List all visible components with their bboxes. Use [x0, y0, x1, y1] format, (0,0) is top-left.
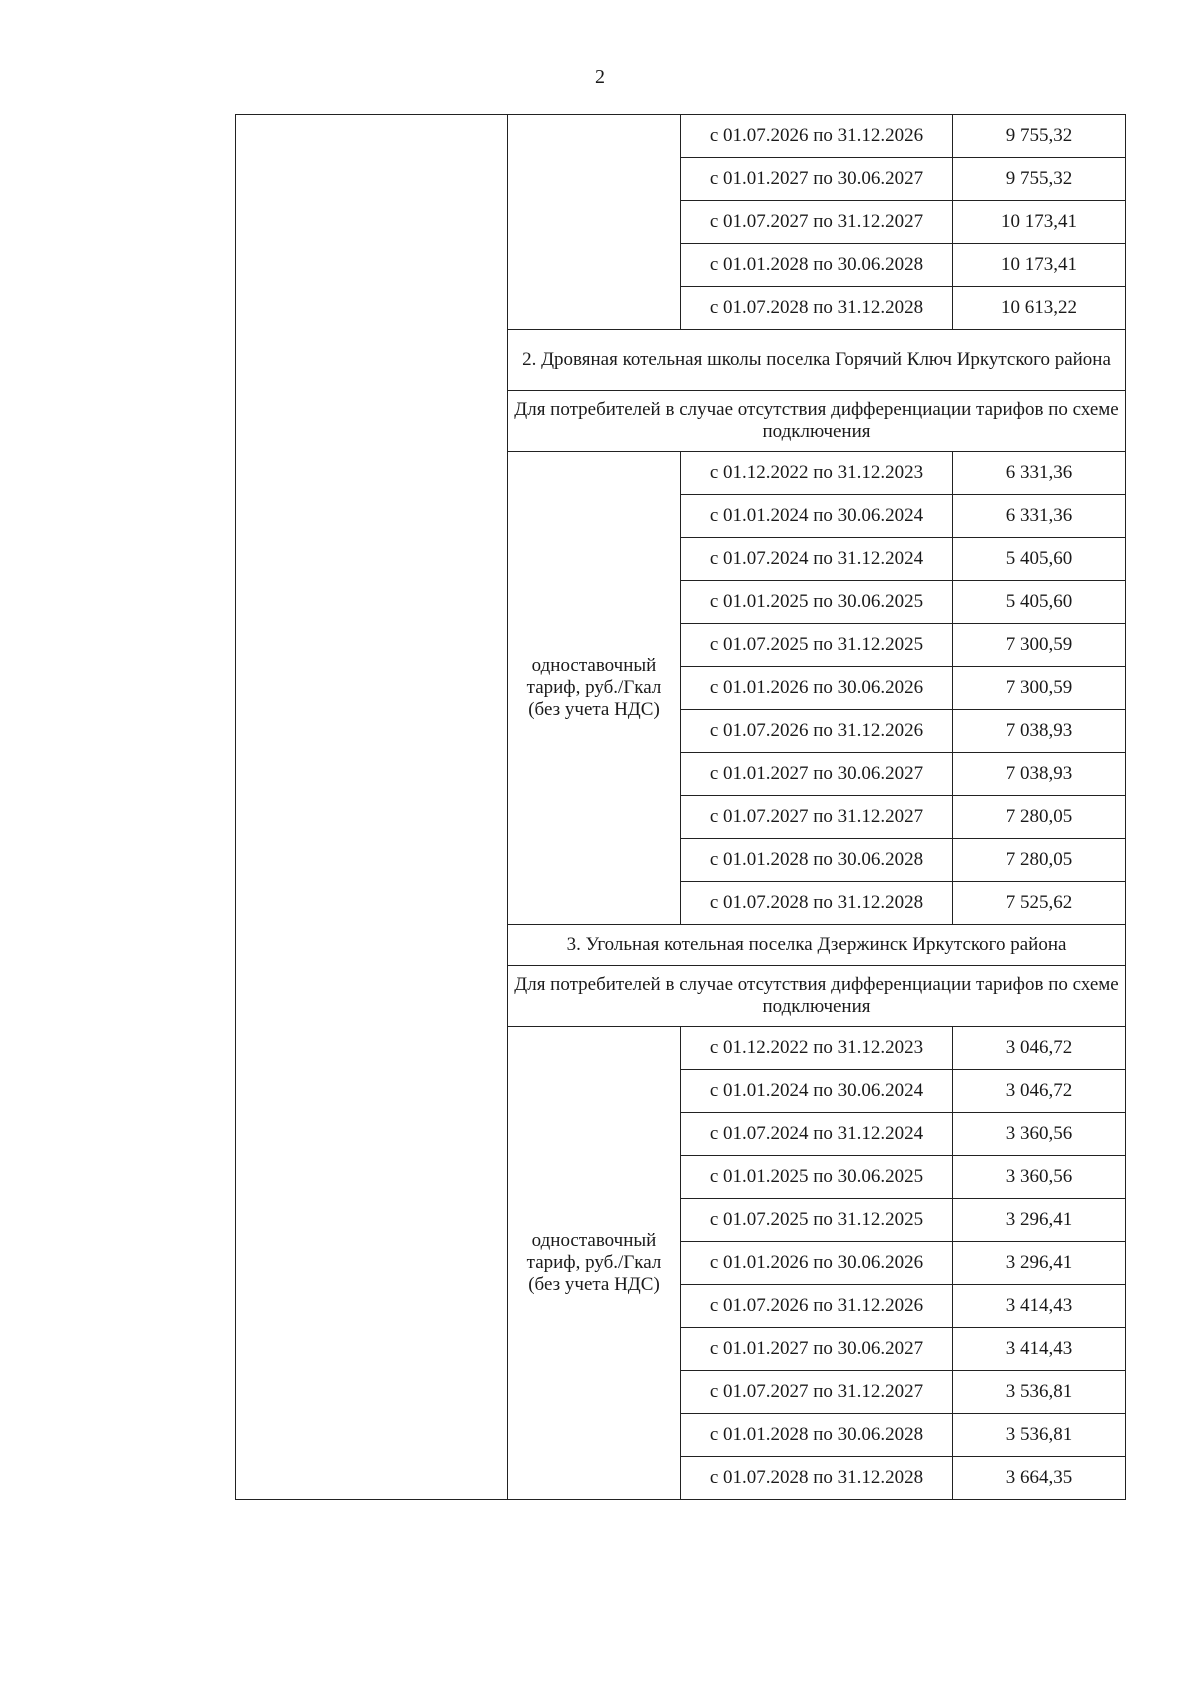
tariff-type-line: одноставочный [531, 1230, 657, 1251]
period-cell: с 01.01.2028 по 30.06.2028 [681, 1414, 953, 1457]
section-title: 2. Дровяная котельная школы поселка Горячий Ключ Иркутского района [508, 330, 1126, 391]
period-cell: с 01.07.2028 по 31.12.2028 [681, 882, 953, 925]
period-cell: с 01.01.2025 по 30.06.2025 [681, 581, 953, 624]
tariff-type-cell [508, 452, 681, 925]
period-cell: с 01.07.2024 по 31.12.2024 [681, 1113, 953, 1156]
period-cell: с 01.01.2024 по 30.06.2024 [681, 1070, 953, 1113]
tariff-value-cell: 7 280,05 [953, 796, 1126, 839]
tariff-value-cell: 7 300,59 [953, 667, 1126, 710]
period-cell: с 01.12.2022 по 31.12.2023 [681, 1027, 953, 1070]
tariff-value-cell: 3 360,56 [953, 1156, 1126, 1199]
tariff-table [235, 114, 1126, 1500]
period-cell: с 01.07.2026 по 31.12.2026 [681, 115, 953, 158]
tariff-value-cell: 10 173,41 [953, 244, 1126, 287]
tariff-value-cell: 3 414,43 [953, 1328, 1126, 1371]
period-cell: с 01.12.2022 по 31.12.2023 [681, 452, 953, 495]
consumer-note: Для потребителей в случае отсутствия дифференциации тарифов по схеме подключения [508, 391, 1126, 452]
period-cell: с 01.07.2028 по 31.12.2028 [681, 1457, 953, 1500]
period-cell: с 01.07.2025 по 31.12.2025 [681, 1199, 953, 1242]
period-cell: с 01.01.2026 по 30.06.2026 [681, 667, 953, 710]
period-cell: с 01.01.2028 по 30.06.2028 [681, 244, 953, 287]
tariff-value-cell: 7 300,59 [953, 624, 1126, 667]
period-cell: с 01.01.2025 по 30.06.2025 [681, 1156, 953, 1199]
tariff-table-body [236, 115, 1126, 1500]
tariff-type-line: тариф, руб./Гкал [526, 1252, 662, 1273]
period-cell: с 01.07.2027 по 31.12.2027 [681, 201, 953, 244]
page-number: 2 [595, 66, 605, 88]
section-title: 3. Угольная котельная поселка Дзержинск Иркутского района [508, 925, 1126, 966]
tariff-value-cell: 7 525,62 [953, 882, 1126, 925]
tariff-type-line: (без учета НДС) [528, 1274, 660, 1295]
tariff-value-cell: 5 405,60 [953, 538, 1126, 581]
period-cell: с 01.01.2028 по 30.06.2028 [681, 839, 953, 882]
tariff-value-cell: 10 173,41 [953, 201, 1126, 244]
period-cell: с 01.07.2028 по 31.12.2028 [681, 287, 953, 330]
tariff-value-cell: 3 296,41 [953, 1242, 1126, 1285]
tariff-value-cell: 3 414,43 [953, 1285, 1126, 1328]
period-cell: с 01.01.2026 по 30.06.2026 [681, 1242, 953, 1285]
tariff-value-cell: 7 038,93 [953, 710, 1126, 753]
tariff-value-cell: 7 280,05 [953, 839, 1126, 882]
tariff-value-cell: 5 405,60 [953, 581, 1126, 624]
period-cell: с 01.07.2027 по 31.12.2027 [681, 796, 953, 839]
tariff-type-line: одноставочный [531, 655, 657, 676]
tariff-value-cell: 3 536,81 [953, 1371, 1126, 1414]
blank-left-column [236, 115, 508, 1500]
tariff-type-line: тариф, руб./Гкал [526, 677, 662, 698]
period-cell: с 01.07.2026 по 31.12.2026 [681, 710, 953, 753]
tariff-value-cell: 10 613,22 [953, 287, 1126, 330]
period-cell: с 01.07.2024 по 31.12.2024 [681, 538, 953, 581]
tariff-value-cell: 3 360,56 [953, 1113, 1126, 1156]
tariff-value-cell: 3 046,72 [953, 1027, 1126, 1070]
tariff-value-cell: 6 331,36 [953, 495, 1126, 538]
tariff-value-cell: 6 331,36 [953, 452, 1126, 495]
tariff-value-cell: 9 755,32 [953, 115, 1126, 158]
tariff-value-cell: 3 296,41 [953, 1199, 1126, 1242]
period-cell: с 01.01.2027 по 30.06.2027 [681, 753, 953, 796]
table-row [236, 115, 1126, 158]
consumer-note: Для потребителей в случае отсутствия дифференциации тарифов по схеме подключения [508, 966, 1126, 1027]
blank-tariff-type-cell [508, 115, 681, 330]
period-cell: с 01.07.2026 по 31.12.2026 [681, 1285, 953, 1328]
tariff-value-cell: 3 536,81 [953, 1414, 1126, 1457]
tariff-value-cell: 9 755,32 [953, 158, 1126, 201]
tariff-value-cell: 7 038,93 [953, 753, 1126, 796]
period-cell: с 01.01.2027 по 30.06.2027 [681, 158, 953, 201]
period-cell: с 01.01.2027 по 30.06.2027 [681, 1328, 953, 1371]
tariff-value-cell: 3 664,35 [953, 1457, 1126, 1500]
tariff-type-cell [508, 1027, 681, 1500]
tariff-value-cell: 3 046,72 [953, 1070, 1126, 1113]
period-cell: с 01.07.2025 по 31.12.2025 [681, 624, 953, 667]
tariff-type-line: (без учета НДС) [528, 699, 660, 720]
period-cell: с 01.07.2027 по 31.12.2027 [681, 1371, 953, 1414]
period-cell: с 01.01.2024 по 30.06.2024 [681, 495, 953, 538]
